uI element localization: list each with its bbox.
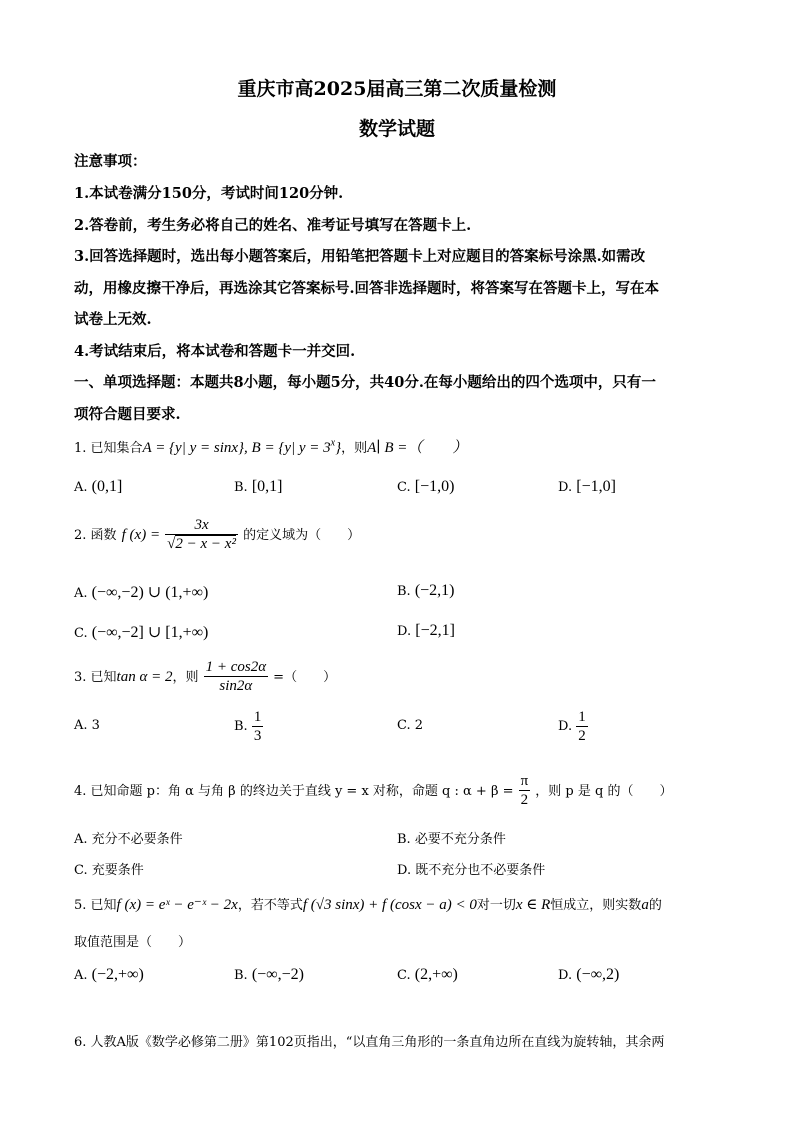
note-2: 2.答卷前，考生务必将自己的姓名、准考证号填写在答题卡上.: [74, 217, 472, 234]
note-4: 4.考试结束后，将本试卷和答题卡一并交回.: [74, 343, 356, 360]
q2-suffix: 的定义域为（ ）: [243, 528, 361, 543]
q4-fraction: [519, 772, 531, 809]
q1-option-d[interactable]: D. [−1,0]: [558, 478, 616, 495]
note-3-line2: 动，用橡皮擦干净后，再选涂其它答案标号.回答非选择题时，将答案写在答题卡上，写在本: [74, 280, 660, 297]
q1-option-c[interactable]: C. [−1,0): [397, 478, 455, 495]
q2-option-a[interactable]: A. (−∞,−2) ∪ (1,+∞): [74, 584, 209, 601]
q1-set-math: A = {y| y = sinx}, B = {y| y = 3: [142, 440, 331, 456]
q1-set-math-end: }: [335, 440, 342, 456]
question-1: [74, 436, 467, 457]
q5-option-b[interactable]: B. (−∞,−2): [234, 966, 304, 983]
q1-prefix: 1. 已知集合: [74, 441, 143, 456]
q2-option-c[interactable]: C. (−∞,−2] ∪ [1,+∞): [74, 624, 209, 641]
question-6-line1: 6. 人教A版《数学必修第二册》第102页指出，“以直角三角形的一条直角边所在直线为旋转轴，其余两: [74, 1035, 665, 1050]
note-3-line3: 试卷上无效.: [74, 311, 152, 328]
q2-prefix: 2. 函数: [74, 528, 117, 543]
section-heading-line2: 项符合题目要求.: [74, 406, 181, 423]
q3-option-b[interactable]: B. $\frac{1}{3}$: [234, 709, 262, 744]
q5-option-c[interactable]: C. (2,+∞): [397, 966, 458, 983]
q5-function: f (x) = eˣ − e⁻ˣ − 2x: [116, 897, 238, 913]
q4-option-a[interactable]: A. 充分不必要条件: [74, 832, 183, 847]
q2-numerator: 3x: [165, 516, 238, 535]
q5-inequality: f (√3 sinx) + f (cosx − a) < 0: [302, 897, 477, 913]
q1-option-b[interactable]: B. [0,1]: [234, 478, 283, 495]
q4-option-d[interactable]: D. 既不充分也不必要条件: [397, 863, 546, 878]
q1-exponent: x: [330, 437, 336, 449]
question-5-line2: 取值范围是（ ）: [74, 935, 192, 950]
q3-numerator: 1 + cos2α: [205, 659, 267, 675]
q3-fraction: [204, 658, 269, 695]
exam-subtitle: 数学试题: [358, 118, 435, 140]
q2-fraction: [165, 516, 238, 553]
q4-numerator: π: [520, 773, 529, 789]
question-4: [74, 772, 672, 809]
section-heading-line1: 一、单项选择题：本题共8小题，每小题5分，共40分.在每小题给出的四个选项中，只有一: [74, 374, 656, 391]
q3-mid: ，则: [172, 670, 199, 685]
q2-func: f (x) =: [121, 527, 161, 543]
q3-option-d[interactable]: D. $\frac{1}{2}$: [558, 709, 586, 744]
note-3-line1: 3.回答选择题时，选出每小题答案后，用铅笔把答题卡上对应题目的答案标号涂黑.如需改: [74, 248, 646, 265]
q3-prefix: 3. 已知: [74, 670, 117, 685]
question-3: [74, 658, 336, 695]
q3-denominator: sin2α: [219, 678, 253, 694]
q5-condition: x ∈ R: [515, 897, 551, 913]
q4-suffix: ，则 p 是 q 的（ ）: [535, 784, 673, 799]
question-5-line1: 5. 已知f (x) = eˣ − e⁻ˣ − 2x，若不等式f (√3 sinx) + f (cosx − a) < 0对一切x ∈ R恒成立，则实数a的: [74, 897, 662, 913]
q2-option-d[interactable]: D. [−2,1]: [397, 622, 455, 639]
q1-tail: A∣ B =（ ）: [367, 440, 468, 456]
q4-text: 4. 已知命题 p：角 α 与角 β 的终边关于直线 y = x 对称，命题 q : α + β =: [74, 784, 514, 799]
q4-option-c[interactable]: C. 充要条件: [74, 863, 144, 878]
q1-option-a[interactable]: A. (0,1]: [74, 478, 123, 495]
note-1: 1.本试卷满分150分，考试时间120分钟.: [74, 185, 344, 202]
q2-denominator: √2 − x − x²: [167, 536, 236, 552]
q3-suffix: =（ ）: [273, 670, 337, 685]
q3-option-c[interactable]: C. 2: [397, 718, 424, 733]
exam-title: 重庆市高2025届高三第二次质量检测: [237, 78, 557, 100]
q1-suffix: ，则: [341, 441, 368, 456]
question-2: [74, 516, 360, 553]
q3-condition: tan α = 2: [116, 669, 173, 685]
q3-option-a[interactable]: A. 3: [74, 718, 100, 733]
q4-option-b[interactable]: B. 必要不充分条件: [397, 832, 506, 847]
q5-option-d[interactable]: D. (−∞,2): [558, 966, 620, 983]
q5-variable: a: [641, 897, 649, 913]
q5-option-a[interactable]: A. (−2,+∞): [74, 966, 144, 983]
q2-option-b[interactable]: B. (−2,1): [397, 582, 455, 599]
q4-denominator: 2: [520, 792, 529, 808]
notes-heading: 注意事项：: [74, 153, 147, 170]
